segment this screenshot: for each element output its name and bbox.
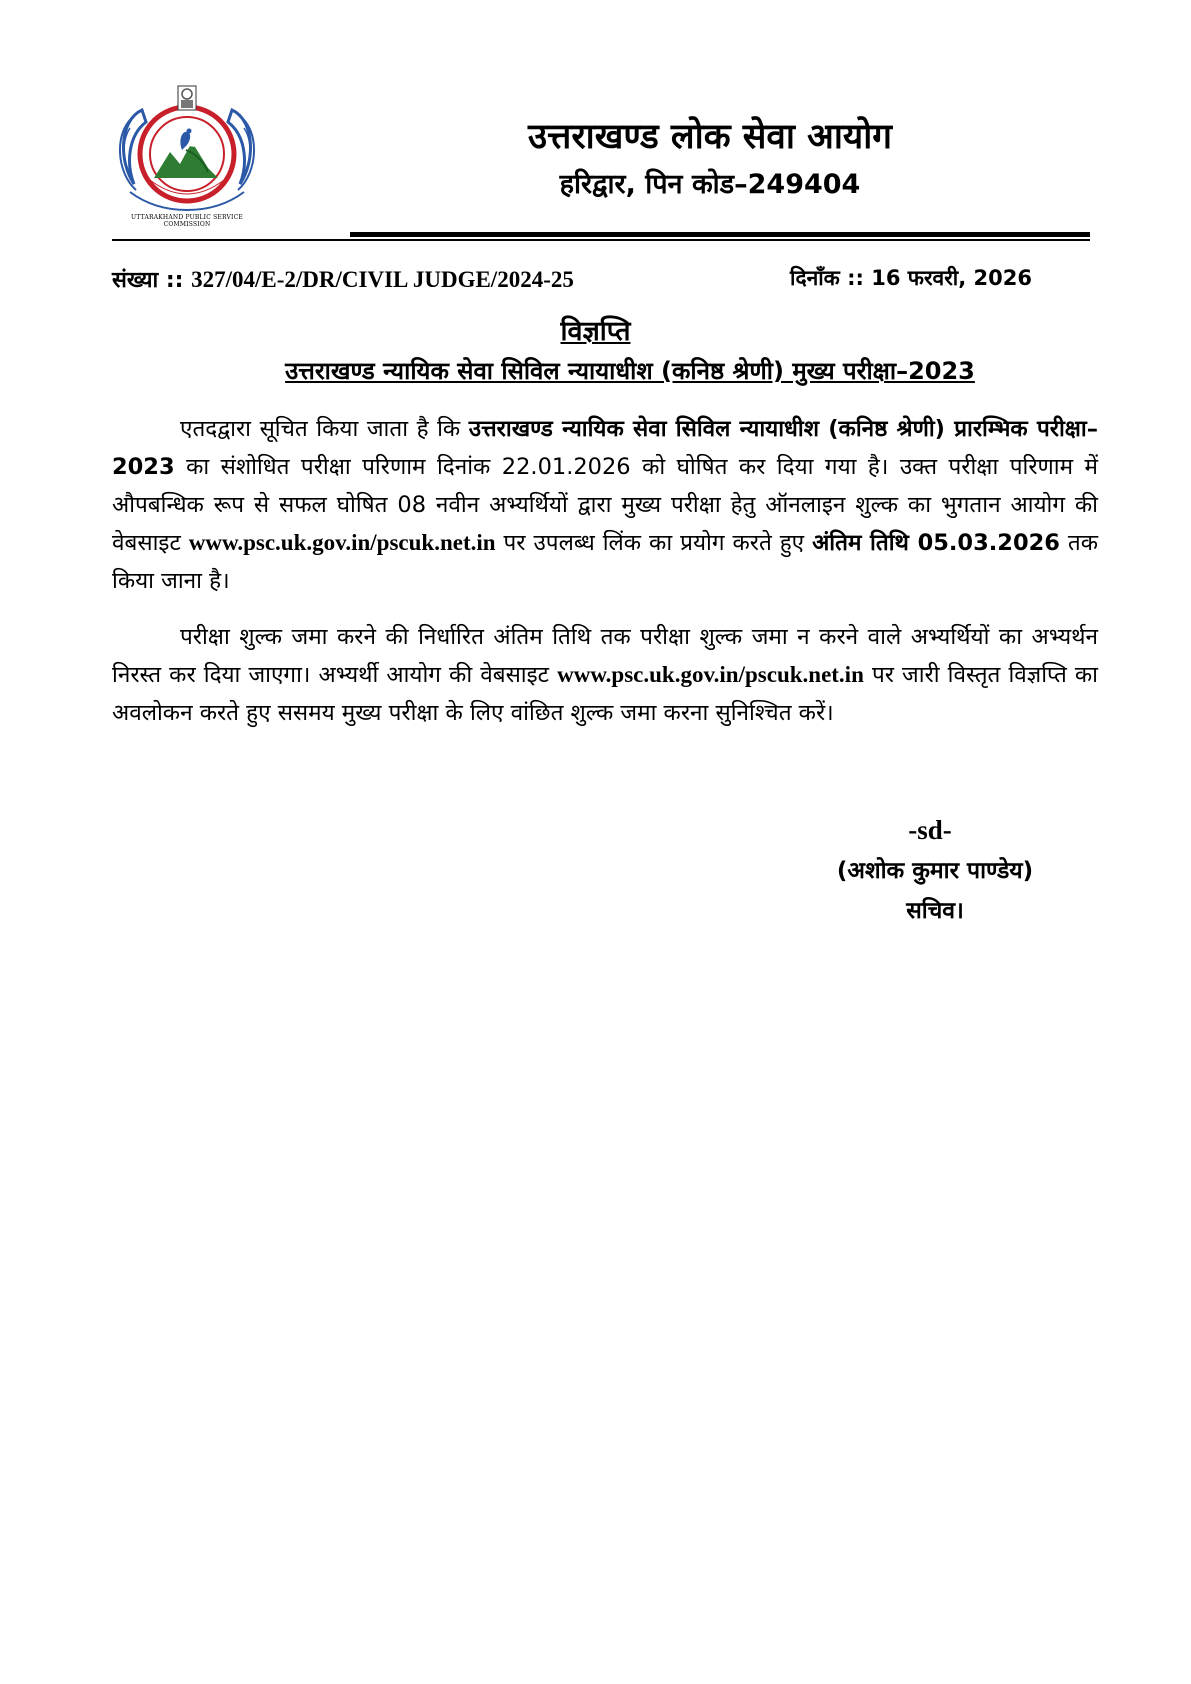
signature-sd: -sd- [908,815,952,845]
p1-text-4: तक किया जाना है। [112,530,1099,594]
p1-text-3: पर उपलब्ध लिंक का प्रयोग करते हुए [495,530,813,556]
notice-title: विज्ञप्ति [560,316,631,347]
reference-number [112,264,574,294]
p2-text-2: पर जारी विस्तृत विज्ञप्ति का अवलोकन करते हुए ससमय मुख्य परीक्षा के लिए वांछित शुल्क जमा करना सुनिश्चित करें। [112,662,1098,726]
signatory-name: (अशोक कुमार पाण्डेय) [836,858,1034,884]
commission-emblem-icon [112,80,262,228]
organization-name: उत्तराखण्ड लोक सेवा आयोग [528,117,892,157]
paragraph-2 [112,618,1098,732]
reference-label: संख्या :: [112,268,192,293]
organization-address: हरिद्वार, पिन कोड–249404 [559,169,861,200]
header-rule-thin [112,239,1090,241]
notice-date: दिनाँक :: 16 फरवरी, 2026 [790,266,1032,290]
p1-text-2: का संशोधित परीक्षा परिणाम दिनांक 22.01.2026 को घोषित कर दिया गया है। उक्त परीक्षा परिणाम में औपबन्धिक रूप से सफल घोषित 08 नवीन अभ्यर्थियों द्वारा मुख्य परीक्षा हेतु ऑनलाइन शुल्क का भुगतान आयोग की वेबसाइट [112,454,1098,556]
header-rule-thick [350,232,1090,237]
p2-text-1: परीक्षा शुल्क जमा करने की निर्धारित अंतिम तिथि तक परीक्षा शुल्क जमा न करने वाले अभ्यर्थियों का अभ्यर्थन निरस्त कर दिया जाएगा। अभ्यर्थी आयोग की वेबसाइट [112,624,1098,688]
paragraph-1 [112,410,1098,600]
p1-text-1: एतदद्वारा सूचित किया जाता है कि [180,416,469,442]
logo-caption: UTTARAKHAND PUBLIC SERVICE COMMISSION [131,214,243,228]
p1-website-link[interactable]: www.psc.uk.gov.in/pscuk.net.in [188,530,496,555]
p1-bold-deadline: अंतिम तिथि 05.03.2026 [812,530,1060,556]
exam-title: उत्तराखण्ड न्यायिक सेवा सिविल न्यायाधीश (कनिष्ठ श्रेणी) मुख्य परीक्षा–2023 [285,357,975,385]
p2-website-link[interactable]: www.psc.uk.gov.in/pscuk.net.in [557,662,864,687]
signatory-designation: सचिव। [906,898,964,924]
reference-value: 327/04/E-2/DR/CIVIL JUDGE/2024-25 [191,267,574,292]
p1-bold-exam: उत्तराखण्ड न्यायिक सेवा सिविल न्यायाधीश (कनिष्ठ श्रेणी) प्रारम्भिक परीक्षा–2023 [112,416,1098,480]
